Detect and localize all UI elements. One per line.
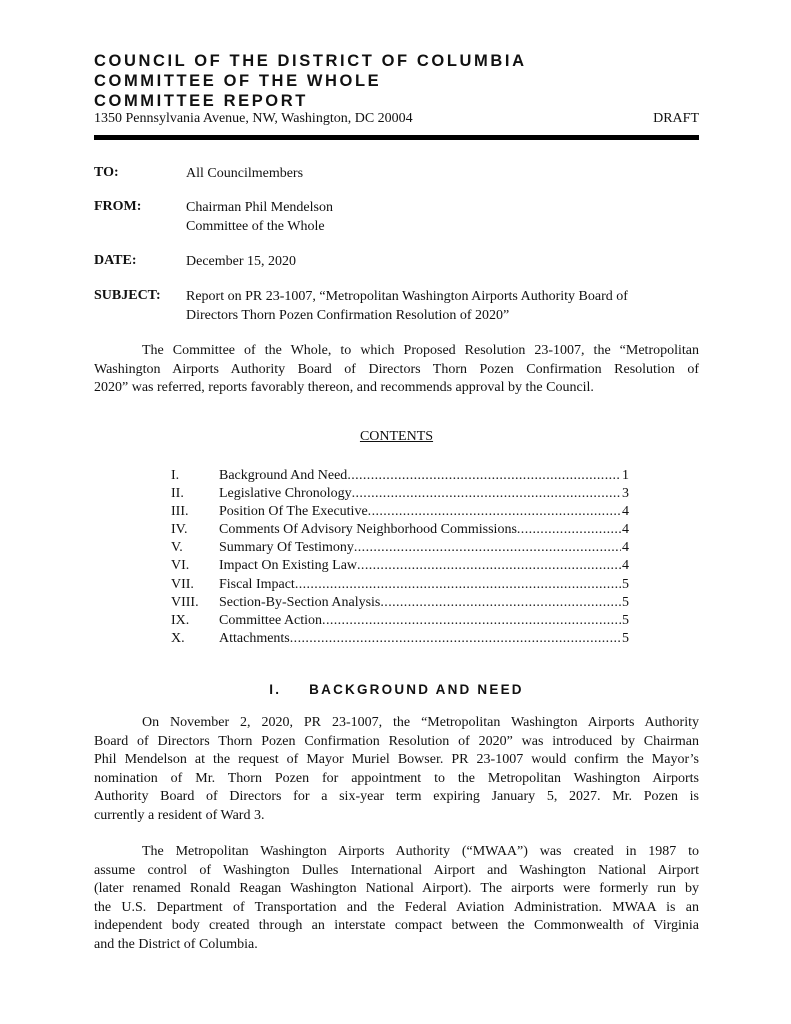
toc-entry-page: 5 (622, 630, 629, 646)
section-title: BACKGROUND AND NEED (309, 682, 524, 697)
toc-entry-title: Attachments (219, 630, 290, 646)
toc-dot-leader (347, 467, 621, 485)
intro-line: Washington Airports Authority Board of Directors Thorn Pozen Confirmation Resolution of (94, 361, 699, 377)
toc-dot-leader (322, 612, 621, 630)
paragraph-line: (later renamed Ronald Reagan Washington National Airport). The airports were formerly run by (94, 881, 699, 896)
committee-title: COMMITTEE OF THE WHOLE (94, 72, 382, 90)
toc-entry (171, 467, 629, 485)
paragraph-line: independent body created through an interstate compact between the Commonwealth of Virginia (94, 918, 699, 933)
toc-entry-page: 4 (622, 558, 629, 574)
date-text: December 15, 2020 (186, 254, 297, 269)
report-title: COMMITTEE REPORT (94, 92, 308, 110)
toc-entry-page: 5 (622, 612, 629, 628)
paragraph-line: assume control of Washington Dulles International Airport and Washington National Airport (94, 862, 699, 878)
council-address: 1350 Pennsylvania Avenue, NW, Washington, DC 20004 (94, 111, 413, 126)
paragraph-line: nomination of Mr. Thorn Pozen for appointment to the Metropolitan Washington Airports (94, 770, 699, 786)
toc-entry-page: 5 (622, 594, 629, 610)
section-number: I. (269, 682, 282, 697)
paragraph-line: The Metropolitan Washington Airports Authority (“MWAA”) was created in 1987 to (142, 844, 699, 859)
toc-entry-page: 4 (622, 504, 629, 520)
toc-dot-leader (352, 485, 621, 503)
paragraph-line: Board of Directors Thorn Pozen Confirmation Resolution of 2020” was introduced by Chairman (94, 733, 699, 749)
date-value (186, 253, 699, 272)
toc-entry-title: Impact On Existing Law (219, 558, 358, 574)
intro-paragraph (94, 342, 699, 398)
toc-entry-title: Background And Need (219, 468, 348, 483)
from-name: Chairman Phil Mendelson (186, 200, 333, 215)
subject-label: SUBJECT: (94, 288, 161, 303)
toc-entry (171, 630, 629, 648)
toc-entry-title: Fiscal Impact (219, 576, 295, 592)
toc-entry-title: Section-By-Section Analysis (219, 594, 381, 610)
paragraph-line: On November 2, 2020, PR 23-1007, the “Metropolitan Washington Airports Authority (142, 715, 699, 730)
toc-entry-number: III. (171, 504, 189, 520)
toc-dot-leader (380, 594, 621, 612)
paragraph-line: Phil Mendelson at the request of Mayor Muriel Bowser. PR 23-1007 would confirm the Mayor’s (94, 752, 699, 767)
toc-entry-title: Summary Of Testimony (219, 540, 354, 556)
toc-dot-leader (354, 539, 621, 557)
intro-line: 2020” was referred, reports favorably thereon, and recommends approval by the Council. (94, 380, 594, 395)
council-title: COUNCIL OF THE DISTRICT OF COLUMBIA (94, 52, 527, 70)
paragraph-line: currently a resident of Ward 3. (94, 807, 265, 823)
toc-entry (171, 485, 629, 503)
from-label: FROM: (94, 199, 142, 214)
to-value (186, 165, 699, 184)
to-value-text: All Councilmembers (186, 166, 304, 181)
toc-entry (171, 557, 629, 575)
toc-entry-title: Position Of The Executive (219, 504, 368, 520)
subject-line-2: Directors Thorn Pozen Confirmation Resolution of 2020” (186, 307, 510, 323)
toc-entry-title: Comments Of Advisory Neighborhood Commissions (219, 522, 517, 538)
draft-status: DRAFT (653, 111, 699, 126)
toc-entry-number: VII. (171, 576, 194, 592)
toc-dot-leader (295, 576, 621, 594)
toc-entry-number: II. (171, 486, 184, 502)
paragraph-line: Authority Board of Directors for a six-year term expiring January 5, 2027. Mr. Pozen is (94, 789, 699, 804)
toc-entry (171, 521, 629, 539)
date-label: DATE: (94, 253, 137, 268)
toc-entry-number: IV. (171, 522, 188, 538)
toc-entry (171, 539, 629, 557)
toc-entry-page: 4 (622, 522, 629, 538)
toc-dot-leader (290, 630, 621, 648)
table-of-contents (171, 467, 629, 648)
paragraph-line: the U.S. Department of Transportation and the Federal Aviation Administration. MWAA is an (94, 899, 699, 915)
toc-entry-number: VI. (171, 558, 190, 574)
intro-line: The Committee of the Whole, to which Proposed Resolution 23-1007, the “Metropolitan (142, 343, 699, 358)
toc-entry (171, 576, 629, 594)
toc-entry-title: Committee Action (219, 612, 323, 628)
toc-entry (171, 594, 629, 612)
toc-entry (171, 612, 629, 630)
section-heading (94, 682, 699, 697)
toc-entry-page: 3 (622, 486, 629, 502)
background-paragraph-1 (94, 714, 699, 825)
toc-entry-page: 5 (622, 576, 629, 592)
from-committee: Committee of the Whole (186, 218, 325, 234)
header-rule (94, 135, 699, 140)
toc-dot-leader (517, 521, 621, 539)
toc-entry-number: V. (171, 540, 183, 556)
toc-entry-number: I. (171, 468, 180, 483)
background-paragraph-2 (94, 843, 699, 954)
toc-dot-leader (368, 503, 621, 521)
from-value (186, 199, 699, 236)
toc-entry-number: X. (171, 630, 185, 646)
contents-heading: CONTENTS (359, 429, 434, 444)
subject-value (186, 288, 699, 325)
toc-entry-number: VIII. (171, 594, 199, 610)
toc-entry-title: Legislative Chronology (219, 486, 352, 502)
toc-dot-leader (357, 557, 621, 575)
toc-entry-number: IX. (171, 612, 190, 628)
toc-entry-page: 1 (622, 468, 629, 483)
subject-line-1: Report on PR 23-1007, “Metropolitan Washington Airports Authority Board of (186, 289, 628, 304)
to-label: TO: (94, 165, 119, 180)
toc-entry-page: 4 (622, 540, 629, 556)
toc-entry (171, 503, 629, 521)
paragraph-line: and the District of Columbia. (94, 936, 258, 952)
